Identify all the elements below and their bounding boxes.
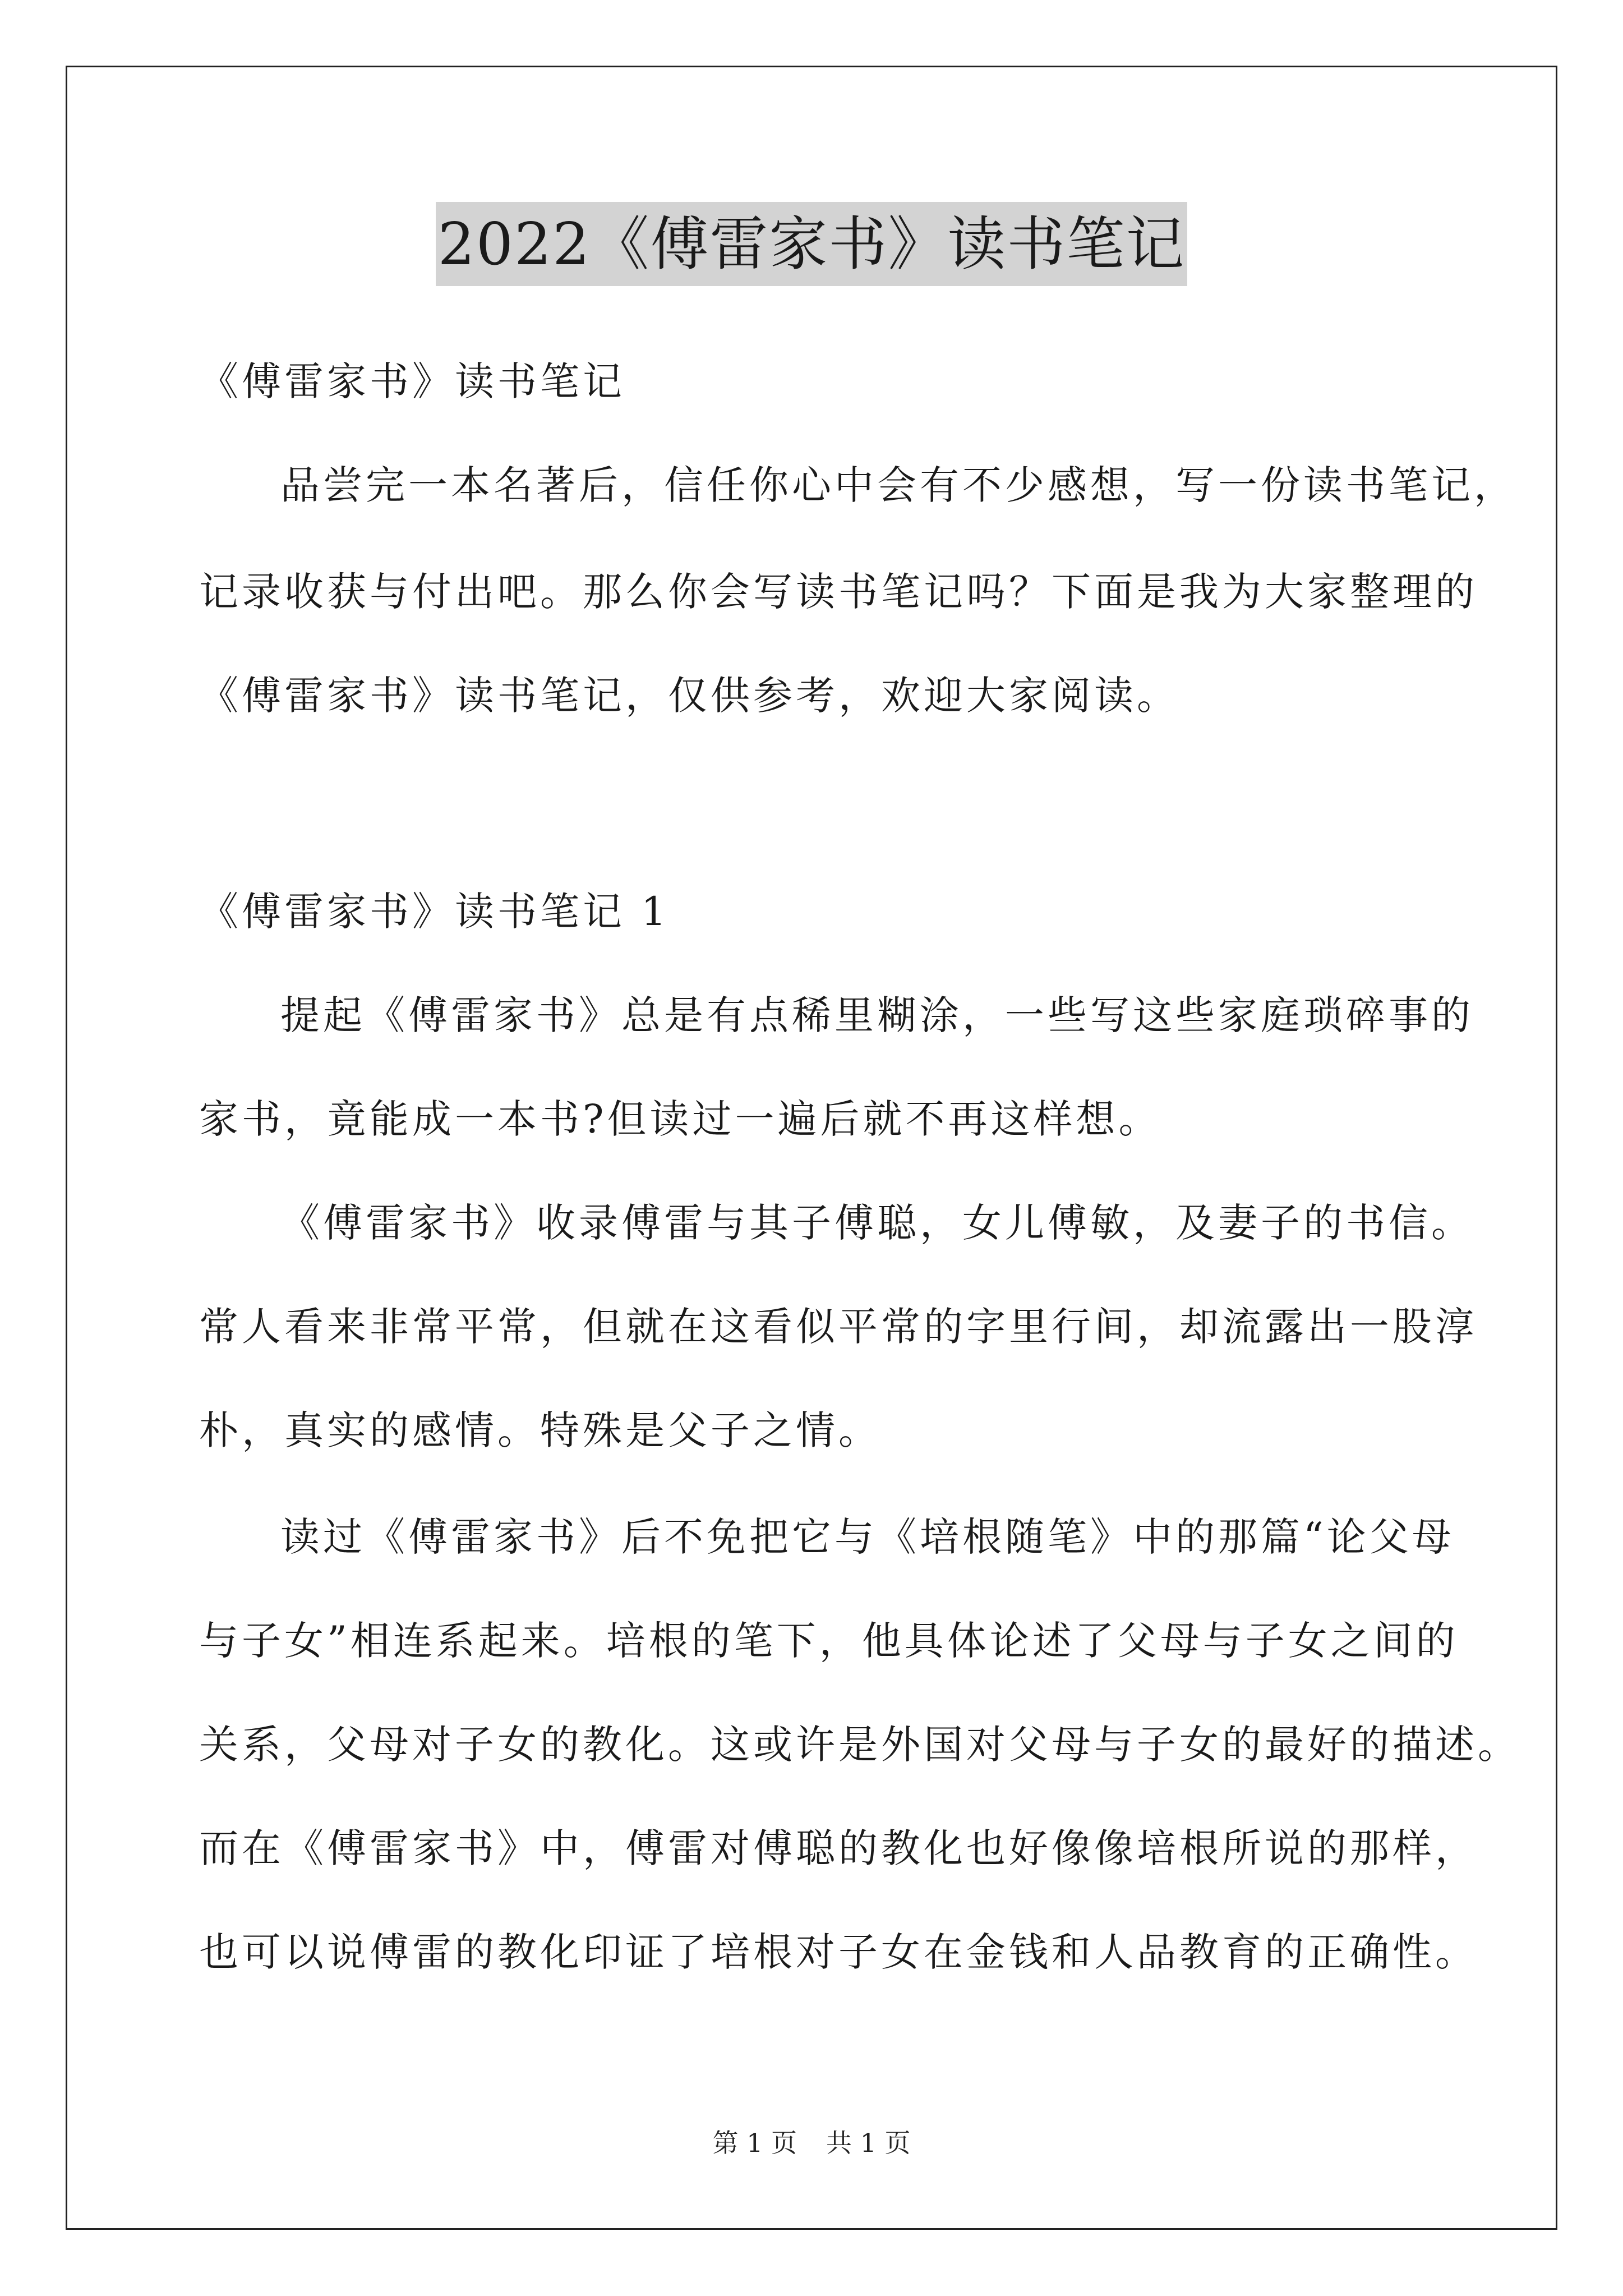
section1-para3-line-1: 读过《傅雷家书》后不免把它与《培根随笔》中的那篇“论父母 bbox=[280, 1514, 1455, 1560]
section1-para3-line-4: 而在《傅雷家书》中，傅雷对傅聪的教化也好像像培根所说的那样， bbox=[199, 1825, 1478, 1871]
section1-para2-line-3: 朴，真实的感情。特殊是父子之情。 bbox=[199, 1407, 881, 1453]
intro-line-2: 记录收获与付出吧。那么你会写读书笔记吗？下面是我为大家整理的 bbox=[199, 569, 1478, 615]
section1-heading: 《傅雷家书》读书笔记 1 bbox=[199, 889, 670, 935]
intro-line-1: 品尝完一本名著后，信任你心中会有不少感想，写一份读书笔记， bbox=[280, 462, 1516, 508]
intro-line-3: 《傅雷家书》读书笔记，仅供参考，欢迎大家阅读。 bbox=[199, 673, 1179, 719]
page-total: 共 1 页 bbox=[826, 2128, 911, 2158]
section1-para3-line-2: 与子女”相连系起来。培根的笔下，他具体论述了父母与子女之间的 bbox=[199, 1618, 1459, 1664]
section1-para1-line-1: 提起《傅雷家书》总是有点稀里糊涂，一些写这些家庭琐碎事的 bbox=[280, 992, 1474, 1038]
section1-para2-line-1: 《傅雷家书》收录傅雷与其子傅聪，女儿傅敏，及妻子的书信。 bbox=[280, 1200, 1474, 1246]
document-title: 2022《傅雷家书》读书笔记 bbox=[436, 202, 1188, 286]
page-number: 第 1 页 bbox=[712, 2128, 797, 2158]
section1-para3-line-5: 也可以说傅雷的教化印证了培根对子女在金钱和人品教育的正确性。 bbox=[199, 1929, 1478, 1975]
section1-para2-line-2: 常人看来非常平常，但就在这看似平常的字里行间，却流露出一股淳 bbox=[199, 1304, 1478, 1350]
section1-para3-line-3: 关系，父母对子女的教化。这或许是外国对父母与子女的最好的描述。 bbox=[199, 1722, 1520, 1768]
page-footer bbox=[0, 2126, 1623, 2160]
title-container bbox=[0, 202, 1623, 286]
section1-para1-line-2: 家书，竟能成一本书?但读过一遍后就不再这样想。 bbox=[199, 1096, 1161, 1142]
intro-heading: 《傅雷家书》读书笔记 bbox=[199, 358, 625, 404]
